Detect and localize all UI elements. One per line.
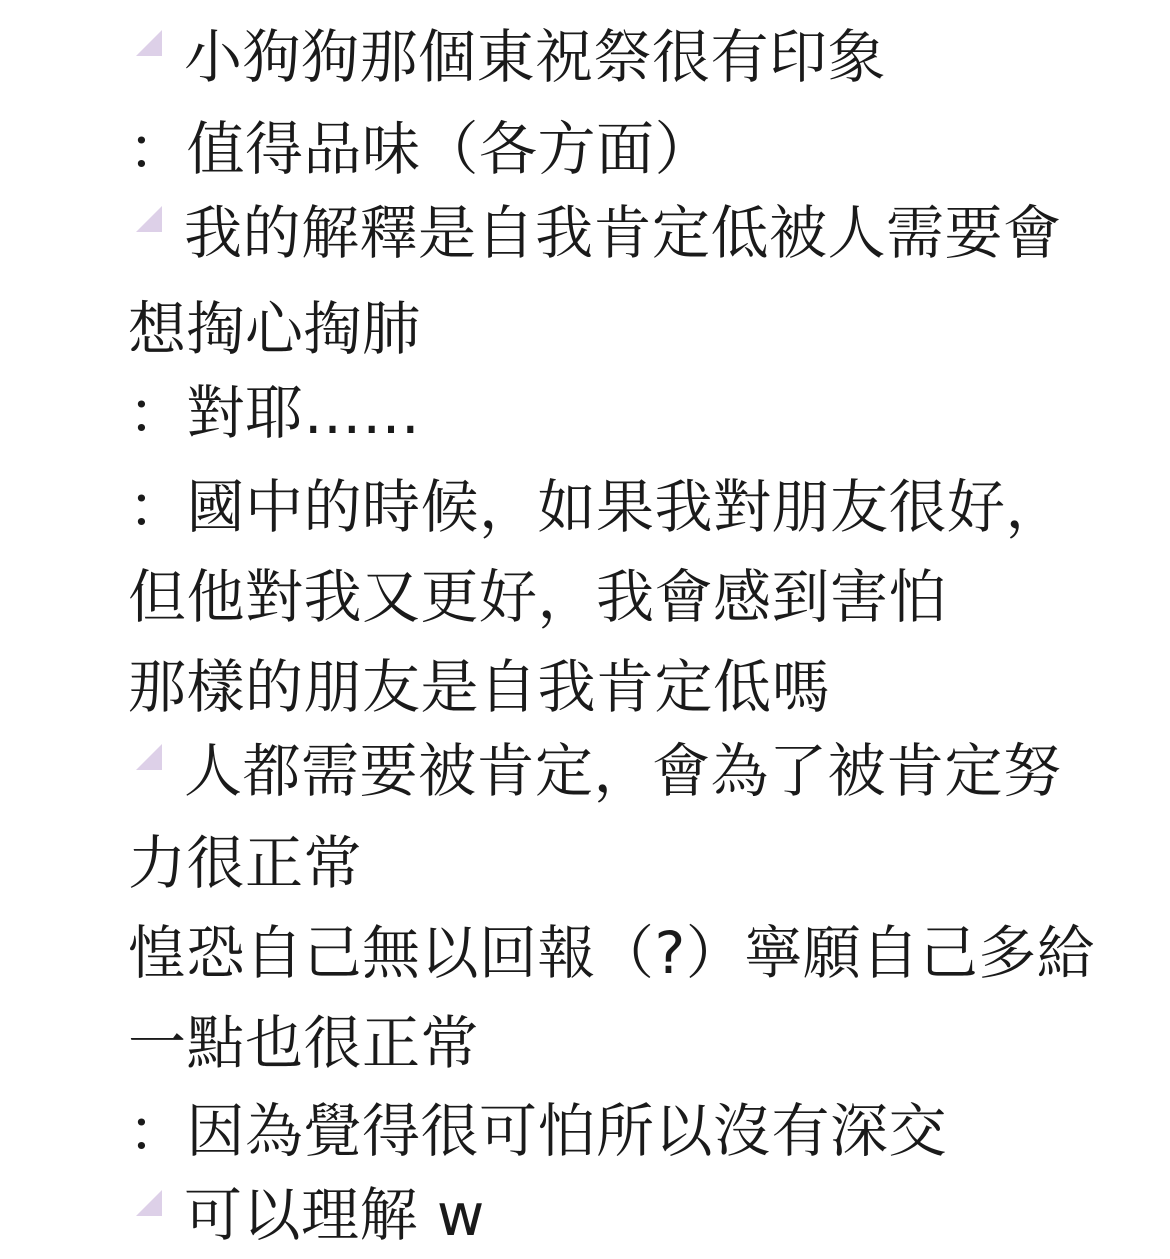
comment-line: 惶恐自己無以回報（?）寧願自己多給 xyxy=(128,919,1096,987)
triangle-marker-icon xyxy=(136,1190,162,1216)
triangle-marker-icon xyxy=(136,744,162,770)
reply-line: 小狗狗那個東祝祭很有印象 xyxy=(184,23,887,91)
comment-line: 想掏心掏肺 xyxy=(128,295,421,363)
comment-line: 一點也很正常 xyxy=(128,1009,480,1077)
comment-line: ：國中的時候，如果我對朋友很好， xyxy=(128,473,1065,541)
comment-line: ：值得品味（各方面） xyxy=(128,115,714,183)
reply-line: 可以理解 w xyxy=(184,1181,485,1249)
comment-line: ：對耶…… xyxy=(128,379,421,447)
triangle-marker-icon xyxy=(136,30,162,56)
comment-line: 那樣的朋友是自我肯定低嗎 xyxy=(128,653,831,721)
comment-line: 力很正常 xyxy=(128,829,363,897)
triangle-marker-icon xyxy=(136,206,162,232)
reply-line: 我的解釋是自我肯定低被人需要會 xyxy=(184,199,1062,267)
reply-line: 人都需要被肯定，會為了被肯定努 xyxy=(184,737,1062,805)
comment-line: 但他對我又更好，我會感到害怕 xyxy=(128,563,948,631)
comment-line: ：因為覺得很可怕所以沒有深交 xyxy=(128,1097,948,1165)
